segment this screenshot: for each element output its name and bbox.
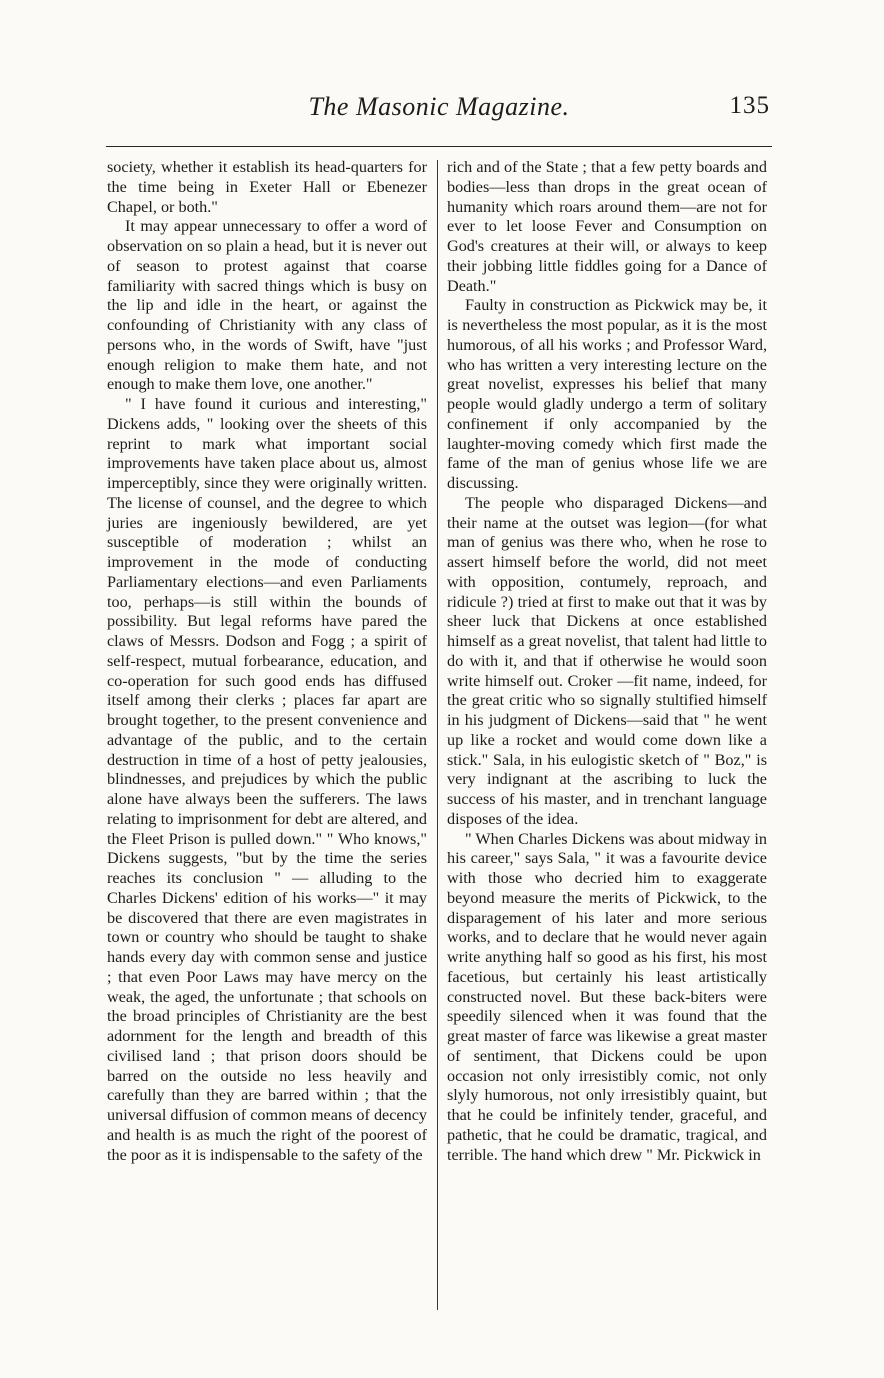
magazine-title: The Masonic Magazine. xyxy=(308,92,570,121)
paragraph: society, whether it establish its head-quarters for the time being in Exeter Hall or Ebenezer Chapel, or both." xyxy=(107,158,427,216)
paragraph: It may appear unnecessary to offer a word of observation on so plain a head, but it is never out of season to protest against that coarse familiarity with sacred things which is busy on the lip and idle in the heart, or against the confounding of Christianity with any class of persons who, in the words of Swift, have "just enough religion to make them hate, and not enough to make them love, one another." xyxy=(107,217,427,394)
right-column xyxy=(447,158,767,1165)
left-column xyxy=(107,158,427,1165)
paragraph: Faulty in construction as Pickwick may be, it is nevertheless the most popular, as it is the most humorous, of all his works ; and Professor Ward, who has written a very interesting lecture on the great novelist, expresses his belief that many people would gladly undergo a term of solitary confinement if only accompanied by the laughter-moving comedy which first made the fame of the man of genius whose life we are discussing. xyxy=(447,296,767,492)
paragraph: " I have found it curious and interesting," Dickens adds, " looking over the sheets of this reprint to mark what important social improvements have taken place about us, almost imperceptibly, since they were originally written. The license of counsel, and the degree to which juries are ingeniously bewildered, are yet susceptible of moderation ; whilst an improvement in the mode of conducting Parliamentary elections—and even Parliaments too, perhaps—is still within the bounds of possibility. But legal reforms have pared the claws of Messrs. Dodson and Fogg ; a spirit of self-respect, mutual forbearance, education, and co-operation for such good ends has diffused itself among their clerks ; places far apart are brought together, to the present convenience and advantage of the public, and to the certain destruction in time of a host of petty jealousies, blindnesses, and prejudices by which the public alone have always been the sufferers. The laws relating to imprisonment for debt are altered, and the Fleet Prison is pulled down." " Who knows," Dickens suggests, "but by the time the series reaches its conclusion " — alluding to the Charles Dickens' edition of his works—" it may be discovered that there are even magistrates in town or country who should be taught to shake hands every day with common sense and justice ; that even Poor Laws may have mercy on the weak, the aged, the unfortunate ; that schools on the broad principles of Christianity are the best adornment for the length and breadth of this civilised land ; that prison doors should be barred on the outside no less heavily and carefully than they are barred within ; that the universal diffusion of common means of decency and health is as much the right of the poorest of the poor as it is indispensable to the safety of the xyxy=(107,395,427,1164)
header-rule xyxy=(106,146,772,147)
paragraph: " When Charles Dickens was about midway in his career," says Sala, " it was a favourite device with those who decried him to exaggerate beyond measure the merits of Pickwick, to the disparagement of his later and more serious works, and to declare that he would never again write anything half so good as his first, his most facetious, but certainly his least artistically constructed novel. But these back-biters were speedily silenced when it was found that the great master of farce was likewise a great master of sentiment, that Dickens could be upon occasion not only irresistibly comic, not only slyly humorous, not only irresistibly quaint, but that he could be infinitely tender, graceful, and pathetic, that he could be dramatic, tragical, and terrible. The hand which drew " Mr. Pickwick in xyxy=(447,829,767,1164)
paragraph: The people who disparaged Dickens—and their name at the outset was legion—(for what man of genius was there who, when he rose to assert himself before the world, did not meet with opposition, contumely, reproach, and ridicule ?) tried at first to make out that it was by sheer luck that Dickens at once established himself as a great novelist, that talent had little to do with it, and that if otherwise he would soon write himself out. Croker —fit name, indeed, for the great critic who so signally stultified himself in his judgment of Dickens—said that " he went up like a rocket and would come down like a stick." Sala, in his eulogistic sketch of " Boz," is very indignant at the ascribing to luck the success of his master, and in trenchant language disposes of the idea. xyxy=(447,493,767,828)
running-header xyxy=(108,92,770,138)
paragraph: rich and of the State ; that a few petty boards and bodies—less than drops in the great ocean of humanity which roars around them—are not for ever to let loose Fever and Consumption on God's creatures at their will, or always to keep their jobbing little fiddles going for a Dance of Death." xyxy=(447,158,767,295)
column-divider xyxy=(437,160,438,1310)
page-number: 135 xyxy=(729,92,770,119)
